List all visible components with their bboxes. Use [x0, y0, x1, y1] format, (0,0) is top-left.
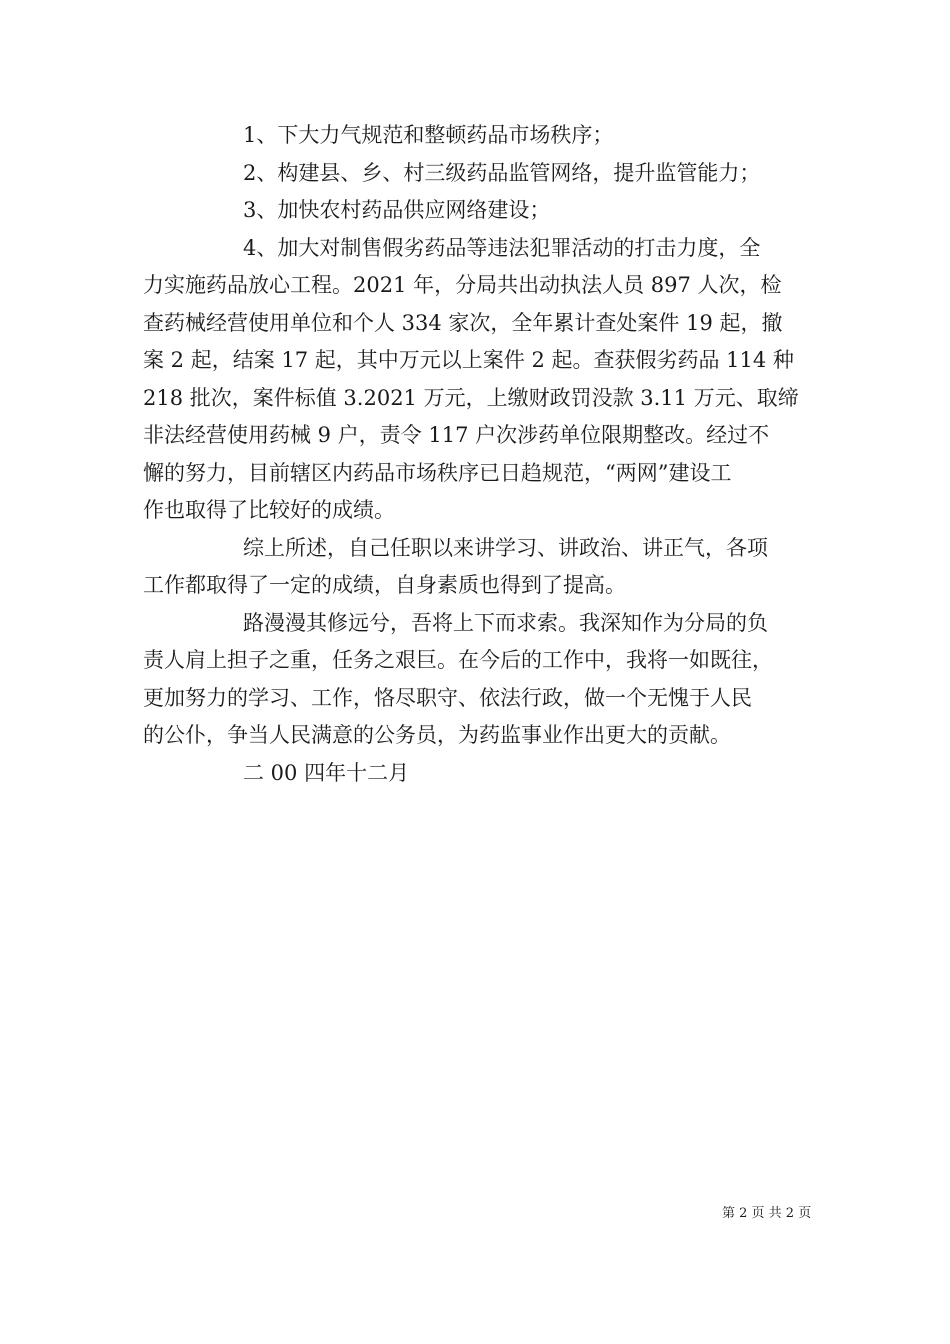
- list-item-1: 1、下大力气规范和整顿药品市场秩序；: [243, 123, 614, 147]
- list-item-4: 4、加大对制售假劣药品等违法犯罪活动的打击力度，全: [243, 235, 761, 260]
- summary-paragraph-start: 综上所述，自己任职以来讲学习、讲政治、讲正气，各项: [243, 535, 768, 560]
- paragraph-line: 查药械经营使用单位和个人 334 家次，全年累计查处案件 19 起，撤: [143, 310, 783, 335]
- closing-paragraph-start: 路漫漫其修远兮，吾将上下而求索。我深知作为分局的负: [243, 610, 768, 635]
- paragraph-line: 案 2 起，结案 17 起，其中万元以上案件 2 起。查获假劣药品 114 种: [143, 348, 794, 372]
- document-date: 二 00 四年十二月: [243, 760, 410, 785]
- paragraph-line: 作也取得了比较好的成绩。: [143, 498, 395, 522]
- paragraph-line: 懈的努力，目前辖区内药品市场秩序已日趋规范，“两网”建设工: [143, 460, 732, 485]
- paragraph-line: 的公仆，争当人民满意的公务员，为药监事业作出更大的贡献。: [143, 723, 731, 747]
- list-item-3: 3、加快农村药品供应网络建设；: [243, 198, 551, 222]
- paragraph-line: 非法经营使用药械 9 户，责令 117 户次涉药单位限期整改。经过不: [143, 423, 770, 447]
- paragraph-line: 218 批次，案件标值 3.2021 万元，上缴财政罚没款 3.11 万元、取缔: [143, 385, 799, 410]
- paragraph-line: 责人肩上担子之重，任务之艰巨。在今后的工作中，我将一如既往，: [143, 648, 773, 672]
- page-number-footer: 第 2 页 共 2 页: [722, 1206, 812, 1221]
- paragraph-line: 更加努力的学习、工作，恪尽职守、依法行政，做一个无愧于人民: [143, 685, 752, 710]
- list-item-2: 2、构建县、乡、村三级药品监管网络，提升监管能力；: [243, 160, 761, 185]
- document-body: [143, 117, 805, 792]
- paragraph-line: 力实施药品放心工程。2021 年，分局共出动执法人员 897 人次，检: [143, 273, 782, 297]
- paragraph-line: 工作都取得了一定的成绩，自身素质也得到了提高。: [143, 573, 626, 597]
